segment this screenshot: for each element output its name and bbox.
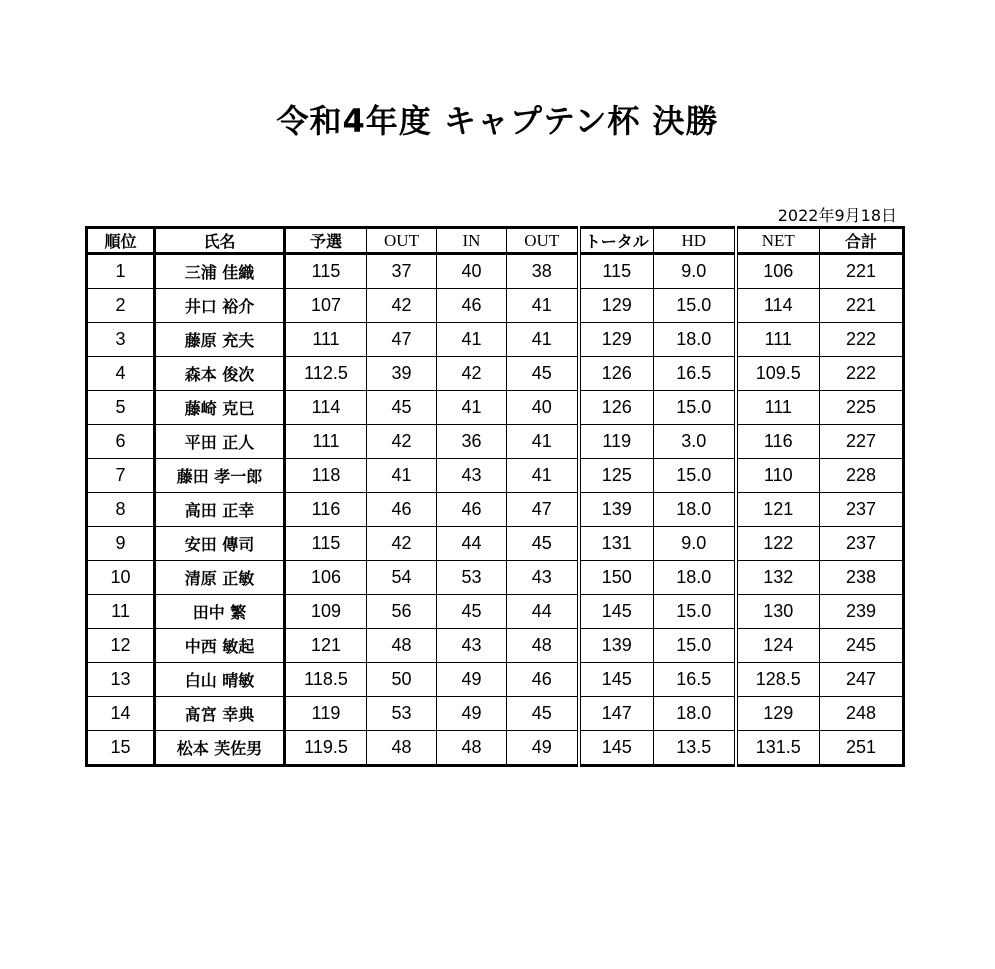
cell-qualifier: 106 bbox=[285, 561, 367, 595]
cell-out-1: 42 bbox=[367, 527, 437, 561]
cell-name: 白山 晴敏 bbox=[155, 663, 285, 697]
cell-out-1: 47 bbox=[367, 323, 437, 357]
cell-out-2: 46 bbox=[507, 663, 579, 697]
cell-name: 田中 繁 bbox=[155, 595, 285, 629]
cell-qualifier: 109 bbox=[285, 595, 367, 629]
cell-qualifier: 111 bbox=[285, 323, 367, 357]
table-row bbox=[87, 595, 904, 629]
cell-qualifier: 121 bbox=[285, 629, 367, 663]
cell-sum: 237 bbox=[820, 493, 904, 527]
cell-hd: 16.5 bbox=[654, 663, 736, 697]
cell-out-2: 48 bbox=[507, 629, 579, 663]
table-row bbox=[87, 561, 904, 595]
cell-out-1: 46 bbox=[367, 493, 437, 527]
cell-qualifier: 119 bbox=[285, 697, 367, 731]
table-row bbox=[87, 459, 904, 493]
results-table bbox=[85, 226, 905, 767]
cell-rank: 13 bbox=[87, 663, 155, 697]
event-date: 2022年9月18日 bbox=[777, 206, 897, 225]
cell-name: 平田 正人 bbox=[155, 425, 285, 459]
cell-total: 145 bbox=[579, 663, 654, 697]
cell-out-2: 41 bbox=[507, 425, 579, 459]
header-name: 氏名 bbox=[155, 228, 285, 254]
table-row bbox=[87, 629, 904, 663]
cell-net: 114 bbox=[736, 289, 820, 323]
cell-out-1: 48 bbox=[367, 731, 437, 766]
cell-hd: 9.0 bbox=[654, 254, 736, 289]
cell-out-2: 47 bbox=[507, 493, 579, 527]
cell-total: 125 bbox=[579, 459, 654, 493]
cell-out-2: 41 bbox=[507, 289, 579, 323]
cell-hd: 15.0 bbox=[654, 629, 736, 663]
cell-name: 松本 芙佐男 bbox=[155, 731, 285, 766]
table-row bbox=[87, 357, 904, 391]
cell-total: 126 bbox=[579, 357, 654, 391]
cell-net: 110 bbox=[736, 459, 820, 493]
header-row bbox=[87, 228, 904, 254]
table-row bbox=[87, 289, 904, 323]
cell-hd: 15.0 bbox=[654, 391, 736, 425]
results-body bbox=[87, 254, 904, 766]
cell-hd: 9.0 bbox=[654, 527, 736, 561]
cell-hd: 16.5 bbox=[654, 357, 736, 391]
cell-net: 106 bbox=[736, 254, 820, 289]
table-row bbox=[87, 254, 904, 289]
cell-out-2: 41 bbox=[507, 459, 579, 493]
cell-in: 46 bbox=[437, 493, 507, 527]
cell-in: 49 bbox=[437, 697, 507, 731]
cell-name: 藤田 孝一郎 bbox=[155, 459, 285, 493]
cell-rank: 15 bbox=[87, 731, 155, 766]
cell-name: 井口 裕介 bbox=[155, 289, 285, 323]
cell-rank: 8 bbox=[87, 493, 155, 527]
cell-rank: 3 bbox=[87, 323, 155, 357]
cell-sum: 221 bbox=[820, 254, 904, 289]
cell-sum: 248 bbox=[820, 697, 904, 731]
cell-out-2: 40 bbox=[507, 391, 579, 425]
cell-name: 三浦 佳織 bbox=[155, 254, 285, 289]
cell-out-1: 54 bbox=[367, 561, 437, 595]
cell-in: 43 bbox=[437, 629, 507, 663]
table-row bbox=[87, 731, 904, 766]
cell-total: 139 bbox=[579, 493, 654, 527]
cell-in: 43 bbox=[437, 459, 507, 493]
cell-in: 41 bbox=[437, 391, 507, 425]
cell-net: 128.5 bbox=[736, 663, 820, 697]
cell-qualifier: 114 bbox=[285, 391, 367, 425]
cell-sum: 237 bbox=[820, 527, 904, 561]
cell-rank: 4 bbox=[87, 357, 155, 391]
cell-rank: 14 bbox=[87, 697, 155, 731]
cell-out-1: 56 bbox=[367, 595, 437, 629]
cell-total: 131 bbox=[579, 527, 654, 561]
cell-in: 49 bbox=[437, 663, 507, 697]
table-row bbox=[87, 323, 904, 357]
cell-sum: 251 bbox=[820, 731, 904, 766]
header-net: NET bbox=[736, 228, 820, 254]
cell-sum: 222 bbox=[820, 357, 904, 391]
cell-in: 40 bbox=[437, 254, 507, 289]
cell-name: 高田 正幸 bbox=[155, 493, 285, 527]
cell-net: 131.5 bbox=[736, 731, 820, 766]
cell-out-2: 45 bbox=[507, 357, 579, 391]
cell-qualifier: 115 bbox=[285, 527, 367, 561]
cell-in: 53 bbox=[437, 561, 507, 595]
cell-hd: 15.0 bbox=[654, 595, 736, 629]
cell-rank: 6 bbox=[87, 425, 155, 459]
table-row bbox=[87, 391, 904, 425]
cell-qualifier: 111 bbox=[285, 425, 367, 459]
cell-net: 132 bbox=[736, 561, 820, 595]
cell-name: 清原 正敏 bbox=[155, 561, 285, 595]
cell-out-2: 41 bbox=[507, 323, 579, 357]
cell-out-2: 45 bbox=[507, 527, 579, 561]
cell-out-1: 42 bbox=[367, 425, 437, 459]
cell-qualifier: 116 bbox=[285, 493, 367, 527]
cell-net: 122 bbox=[736, 527, 820, 561]
header-out-2: OUT bbox=[507, 228, 579, 254]
cell-rank: 11 bbox=[87, 595, 155, 629]
cell-out-2: 44 bbox=[507, 595, 579, 629]
cell-hd: 18.0 bbox=[654, 323, 736, 357]
table-row bbox=[87, 663, 904, 697]
cell-hd: 18.0 bbox=[654, 697, 736, 731]
cell-sum: 239 bbox=[820, 595, 904, 629]
cell-out-1: 39 bbox=[367, 357, 437, 391]
cell-sum: 225 bbox=[820, 391, 904, 425]
cell-name: 藤崎 克巳 bbox=[155, 391, 285, 425]
cell-hd: 18.0 bbox=[654, 493, 736, 527]
cell-name: 髙宮 幸典 bbox=[155, 697, 285, 731]
header-total: トータル bbox=[579, 228, 654, 254]
cell-in: 45 bbox=[437, 595, 507, 629]
cell-net: 124 bbox=[736, 629, 820, 663]
cell-rank: 2 bbox=[87, 289, 155, 323]
cell-in: 41 bbox=[437, 323, 507, 357]
cell-total: 129 bbox=[579, 289, 654, 323]
header-out-1: OUT bbox=[367, 228, 437, 254]
cell-rank: 10 bbox=[87, 561, 155, 595]
cell-out-2: 45 bbox=[507, 697, 579, 731]
cell-net: 116 bbox=[736, 425, 820, 459]
cell-out-1: 50 bbox=[367, 663, 437, 697]
cell-name: 中西 敏起 bbox=[155, 629, 285, 663]
cell-out-1: 42 bbox=[367, 289, 437, 323]
cell-sum: 221 bbox=[820, 289, 904, 323]
header-sum: 合計 bbox=[820, 228, 904, 254]
cell-out-1: 37 bbox=[367, 254, 437, 289]
cell-sum: 245 bbox=[820, 629, 904, 663]
cell-total: 147 bbox=[579, 697, 654, 731]
cell-out-2: 43 bbox=[507, 561, 579, 595]
cell-sum: 247 bbox=[820, 663, 904, 697]
cell-in: 44 bbox=[437, 527, 507, 561]
cell-out-2: 49 bbox=[507, 731, 579, 766]
cell-in: 42 bbox=[437, 357, 507, 391]
table-row bbox=[87, 527, 904, 561]
cell-name: 藤原 充夫 bbox=[155, 323, 285, 357]
cell-out-2: 38 bbox=[507, 254, 579, 289]
cell-name: 森本 俊次 bbox=[155, 357, 285, 391]
cell-net: 129 bbox=[736, 697, 820, 731]
cell-rank: 5 bbox=[87, 391, 155, 425]
cell-rank: 7 bbox=[87, 459, 155, 493]
cell-net: 121 bbox=[736, 493, 820, 527]
header-qualifier: 予選 bbox=[285, 228, 367, 254]
cell-total: 150 bbox=[579, 561, 654, 595]
cell-total: 145 bbox=[579, 595, 654, 629]
cell-out-1: 53 bbox=[367, 697, 437, 731]
cell-in: 48 bbox=[437, 731, 507, 766]
cell-qualifier: 118.5 bbox=[285, 663, 367, 697]
cell-in: 36 bbox=[437, 425, 507, 459]
cell-qualifier: 119.5 bbox=[285, 731, 367, 766]
cell-rank: 12 bbox=[87, 629, 155, 663]
cell-total: 139 bbox=[579, 629, 654, 663]
cell-sum: 227 bbox=[820, 425, 904, 459]
cell-sum: 222 bbox=[820, 323, 904, 357]
cell-rank: 1 bbox=[87, 254, 155, 289]
cell-net: 109.5 bbox=[736, 357, 820, 391]
header-rank: 順位 bbox=[87, 228, 155, 254]
cell-net: 111 bbox=[736, 391, 820, 425]
cell-total: 129 bbox=[579, 323, 654, 357]
header-in: IN bbox=[437, 228, 507, 254]
cell-sum: 228 bbox=[820, 459, 904, 493]
cell-sum: 238 bbox=[820, 561, 904, 595]
cell-qualifier: 115 bbox=[285, 254, 367, 289]
cell-qualifier: 112.5 bbox=[285, 357, 367, 391]
table-row bbox=[87, 697, 904, 731]
cell-hd: 15.0 bbox=[654, 459, 736, 493]
table-row bbox=[87, 493, 904, 527]
cell-qualifier: 107 bbox=[285, 289, 367, 323]
table-row bbox=[87, 425, 904, 459]
cell-hd: 13.5 bbox=[654, 731, 736, 766]
cell-total: 126 bbox=[579, 391, 654, 425]
cell-net: 111 bbox=[736, 323, 820, 357]
cell-total: 115 bbox=[579, 254, 654, 289]
cell-total: 145 bbox=[579, 731, 654, 766]
cell-hd: 18.0 bbox=[654, 561, 736, 595]
header-hd: HD bbox=[654, 228, 736, 254]
cell-qualifier: 118 bbox=[285, 459, 367, 493]
page-title: 令和4年度 キャプテン杯 決勝 bbox=[276, 102, 719, 140]
cell-hd: 3.0 bbox=[654, 425, 736, 459]
cell-rank: 9 bbox=[87, 527, 155, 561]
cell-in: 46 bbox=[437, 289, 507, 323]
cell-net: 130 bbox=[736, 595, 820, 629]
cell-name: 安田 傳司 bbox=[155, 527, 285, 561]
cell-out-1: 45 bbox=[367, 391, 437, 425]
cell-total: 119 bbox=[579, 425, 654, 459]
cell-out-1: 41 bbox=[367, 459, 437, 493]
cell-out-1: 48 bbox=[367, 629, 437, 663]
cell-hd: 15.0 bbox=[654, 289, 736, 323]
